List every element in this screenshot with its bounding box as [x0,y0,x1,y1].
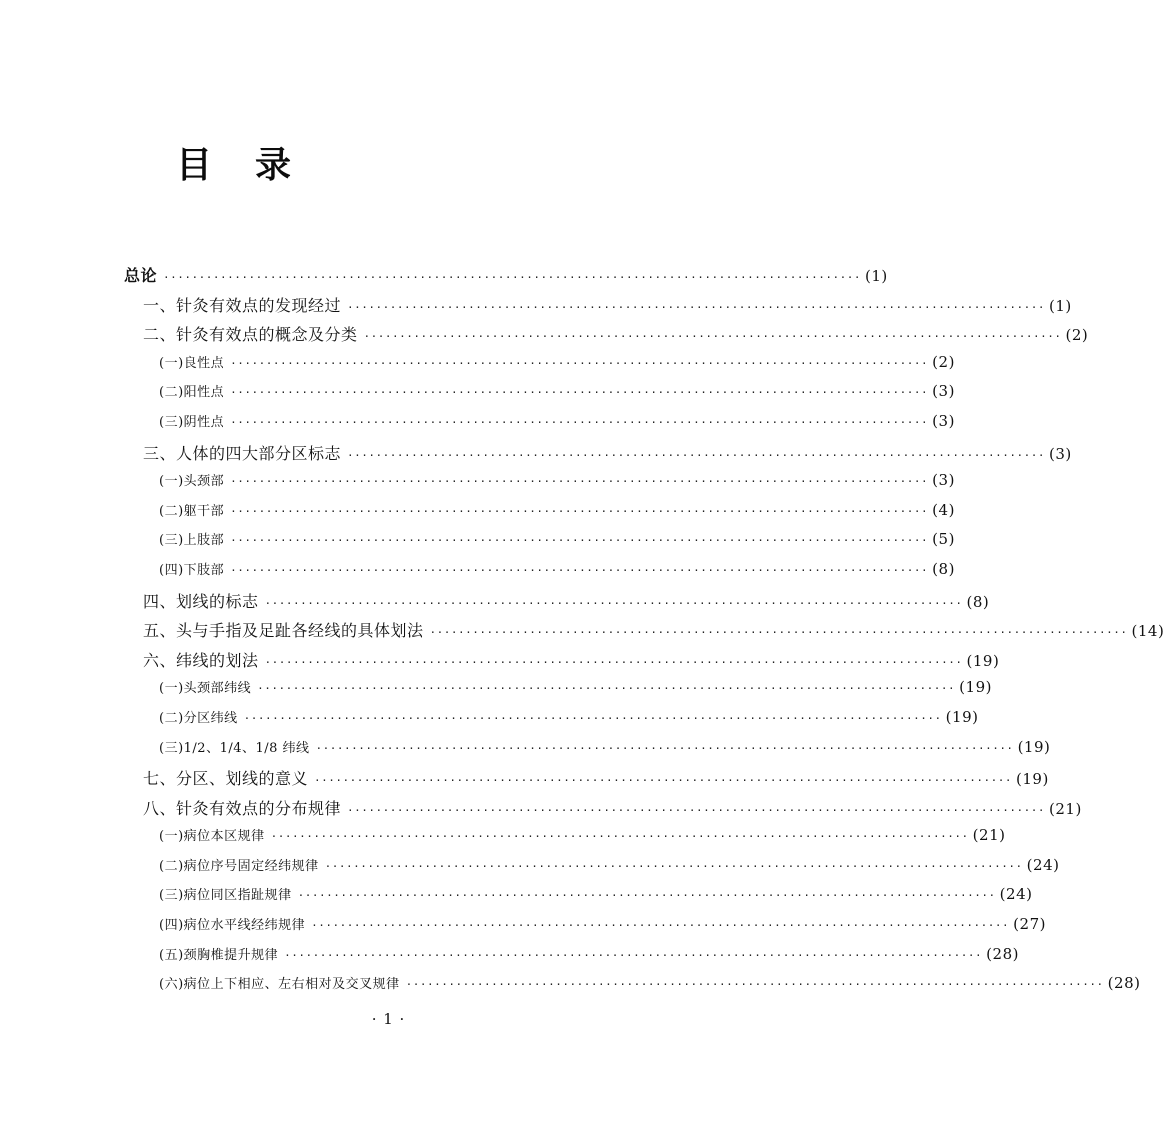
toc-entry [124,322,1089,352]
toc-entry [124,500,955,530]
toc-entry-title: (三)阴性点 [159,414,225,430]
toc-entry [124,855,1060,885]
toc-entry [124,589,990,619]
page-number: · 1 · [371,1010,406,1028]
dot-leader: ·································································································· [347,448,1046,462]
toc-entry [124,707,979,737]
toc-entry-page: (24) [999,885,1033,904]
toc-entry-title: (五)颈胸椎提升规律 [159,947,279,963]
dot-leader: ·································································································· [230,504,929,518]
toc-entry [124,914,1046,944]
dot-leader: ·································································································· [347,803,1046,817]
toc-entry-title: (四)下肢部 [159,562,225,578]
table-of-contents [124,263,1164,1003]
dot-leader: ·································································································· [230,563,929,577]
toc-entry-page: (28) [1107,974,1141,993]
dot-leader: ·································································································· [264,596,963,610]
toc-entry-page: (3) [932,471,955,490]
dot-leader: ·································································································· [230,534,929,548]
dot-leader: ·································································································· [243,711,942,725]
toc-entry [124,559,955,589]
toc-entry-page: (5) [932,530,955,549]
dot-leader: ·································································································· [257,682,956,696]
toc-entry-title: 总论 [124,266,158,285]
toc-entry [124,648,1000,678]
toc-heading-char-2: 录 [255,145,292,186]
toc-entry-page: (19) [959,678,992,697]
dot-leader: ·································································································· [429,626,1128,640]
toc-entry [124,381,955,411]
dot-leader: ·································································································· [270,830,969,844]
toc-entry-title: 八、针灸有效点的分布规律 [143,798,342,818]
toc-entry-title: (三)病位同区指趾规律 [159,888,292,904]
dot-leader: ·································································································· [315,741,1014,755]
toc-entry [124,737,1051,767]
dot-leader: ·································································································· [230,356,929,370]
dot-leader: ·································································································· [230,386,929,400]
toc-entry [124,766,1049,796]
dot-leader: ·································································································· [405,978,1104,992]
toc-entry-page: (4) [932,500,955,519]
dot-leader: ·································································································· [347,300,1046,314]
toc-entry-title: 三、人体的四大部分区标志 [143,443,342,463]
toc-entry-title: 二、针灸有效点的概念及分类 [143,325,358,345]
toc-entry-page: (19) [1017,737,1051,756]
toc-heading-char-1: 目 [176,145,213,186]
toc-entry-title: 一、针灸有效点的发现经过 [143,295,342,315]
toc-entry [124,944,1019,974]
toc-entry [124,796,1082,826]
toc-entry-page: (2) [932,352,955,371]
dot-leader: ·································································································· [264,655,963,669]
dot-leader: ·································································································· [163,271,862,284]
toc-entry-page: (2) [1065,326,1089,345]
toc-entry [124,618,1164,648]
toc-entry [124,470,955,500]
toc-entry [124,825,1006,855]
toc-entry-title: (三)上肢部 [159,533,225,549]
dot-leader: ·································································································· [324,859,1023,873]
toc-entry-title: (一)良性点 [159,355,225,371]
toc-entry-title: 四、划线的标志 [143,591,259,611]
toc-entry-page: (24) [1026,855,1060,874]
dot-leader: ·································································································· [297,889,996,903]
toc-entry-title: (一)头颈部 [159,474,225,490]
toc-entry-page: (19) [1016,770,1049,789]
toc-entry-page: (3) [932,411,955,430]
toc-entry [124,352,955,382]
dot-leader: ·································································································· [230,475,929,489]
toc-entry-page: (19) [966,651,1000,670]
dot-leader: ·································································································· [284,948,983,962]
toc-entry-title: 六、纬线的划法 [143,650,259,670]
toc-entry-page: (19) [945,707,979,726]
toc-entry-page: (3) [1049,444,1072,463]
toc-entry [124,973,1141,1003]
toc-entry [124,441,1072,471]
toc-entry-page: (8) [966,592,990,611]
toc-entry-page: (27) [1013,915,1046,934]
toc-entry [124,677,992,707]
dot-leader: ·································································································· [314,774,1013,788]
toc-entry-title: 七、分区、划线的意义 [143,769,309,789]
toc-entry-title: (六)病位上下相应、左右相对及交叉规律 [159,977,400,993]
dot-leader: ·································································································· [230,415,929,429]
toc-entry-title: (三)1/2、1/4、1/8 纬线 [159,740,310,756]
toc-entry [124,263,888,293]
toc-entry [124,884,1033,914]
toc-entry-page: (14) [1131,622,1164,641]
toc-entry-page: (1) [865,267,888,285]
toc-entry [124,293,1072,323]
dot-leader: ·································································································· [363,330,1062,344]
toc-entry-title: (二)分区纬线 [159,710,238,726]
toc-entry [124,411,955,441]
toc-entry-page: (21) [1049,799,1082,818]
toc-entry-title: (二)病位序号固定经纬规律 [159,858,319,874]
toc-entry-page: (21) [972,826,1006,845]
dot-leader: ·································································································· [311,919,1010,933]
toc-entry-page: (28) [986,944,1019,963]
toc-entry-title: (一)头颈部纬线 [159,681,252,697]
toc-entry-title: (二)阳性点 [159,385,225,401]
toc-entry-title: (四)病位水平线经纬规律 [159,918,306,934]
toc-entry-title: 五、头与手指及足趾各经线的具体划法 [143,621,424,641]
toc-entry-title: (二)躯干部 [159,503,225,519]
toc-entry-page: (8) [932,559,955,578]
toc-entry-title: (一)病位本区规律 [159,829,265,845]
toc-entry [124,529,955,559]
toc-entry-page: (1) [1049,296,1072,315]
toc-entry-page: (3) [932,382,955,401]
